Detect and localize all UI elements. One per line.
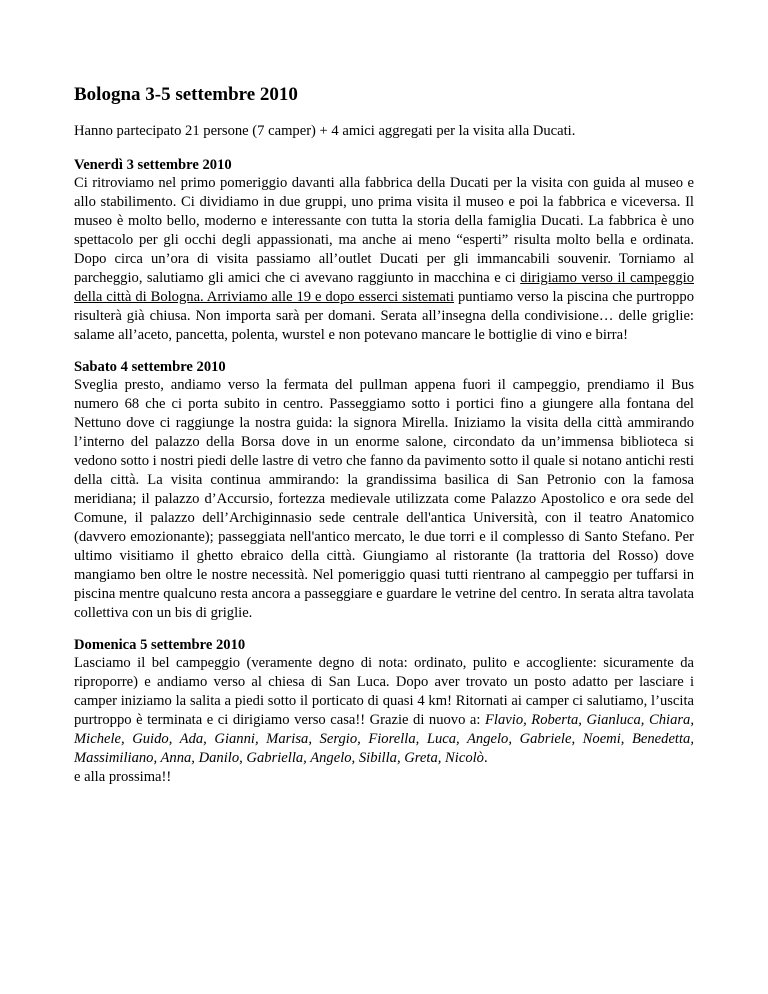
participant-names: Flavio, Roberta, Gianluca, Chiara, Michele, Guido, Ada, Gianni, Marisa, Sergio, Fiorella, Luca, Angelo, Gabriele, Noemi, Benedetta, Massimiliano, Anna, Danilo, Gabriella, Angelo, Sibilla, Greta, Nicolò <box>74 712 694 766</box>
document-title: Bologna 3-5 settembre 2010 <box>74 84 298 105</box>
section-heading-saturday: Sabato 4 settembre 2010 <box>74 359 226 375</box>
section-heading-sunday: Domenica 5 settembre 2010 <box>74 637 246 653</box>
section-body-sunday <box>74 654 694 787</box>
section-body-friday <box>74 174 694 345</box>
sunday-text: Lasciamo il bel campeggio (veramente degno di nota: ordinato, pulito e accogliente: sicuramente da riproporre) e andiamo verso al chiesa di San Luca. Dopo aver trovato un posto adatto per lasciare i camper iniziamo la salita a piedi sotto il porticato di quasi 4 km! Ritornati ai camper ci salutiamo, l’uscita purtroppo è terminata e ci dirigiamo verso casa!! Grazie di nuovo a: <box>74 655 694 728</box>
closing-line: e alla prossima!! <box>74 769 172 785</box>
names-end: . <box>483 750 488 766</box>
section-body-saturday: Sveglia presto, andiamo verso la fermata del pullman appena fuori il campeggio, prendiamo il Bus numero 68 che ci porta subito in centro. Passeggiamo sotto i portici fino a giungere alla fontana del Nettuno dove ci raggiunge la nostra guida: la signora Mirella. Iniziamo la visita della città ammirando l’interno del palazzo della Borsa dove in un enorme salone, circondato da un’immensa biblioteca si vedono sotto i nostri piedi delle lastre di vetro che fanno da pavimento sotto il quale si notano antichi resti della città. La visita continua ammirando: la grandissima basilica di San Petronio con la famosa meridiana; il palazzo d’Accursio, fortezza medievale utilizzata come Palazzo Apostolico e ora sede del Comune, il palazzo dell’Archiginnasio sede centrale dell'antica Università, con il teatro Anatomico (davvero emozionante); passeggiata nell'antico mercato, le due torri e il complesso di Santo Stefano. Per ultimo visitiamo il ghetto ebraico della città. Giungiamo al ristorante (la trattoria del Rosso) dove mangiamo ben oltre le nostre necessità. Nel pomeriggio quasi tutti rientrano al campeggio per tuffarsi in piscina mentre qualcuno resta ancora a passeggiare e guardare le vetrine del centro. In serata altra tavolata collettiva con un bis di griglie. <box>74 377 694 621</box>
section-sunday <box>74 636 694 787</box>
section-heading-friday: Venerdì 3 settembre 2010 <box>74 157 232 173</box>
friday-text-start: Ci ritroviamo nel primo pomeriggio davanti alla fabbrica della Ducati per la visita con guida al museo e allo stabilimento. Ci dividiamo in due gruppi, uno prima visita il museo e poi la fabbrica e viceversa. Il museo è molto bello, moderno e interessante con tutta la storia della famiglia Ducati. La fabbrica è uno spettacolo per gli occhi degli appassionati, ma anche ai meno “esperti” risulta molto bella e ordinata. Dopo circa un’ora di visita passiamo all’outlet Ducati per gli immancabili souvenir. Torniamo al parcheggio, salutiamo gli amici che ci avevano raggiunto in macchina e ci <box>74 175 694 286</box>
friday-underlined-text: dirigiamo verso il campeggio della città di Bologna. Arriviamo alle 19 e dopo esserci sistemati <box>74 270 694 305</box>
section-saturday <box>74 358 694 623</box>
intro-paragraph: Hanno partecipato 21 persone (7 camper) + 4 amici aggregati per la visita alla Ducati. <box>74 123 576 139</box>
section-friday <box>74 156 694 345</box>
friday-text-end: puntiamo verso la piscina che purtroppo risulterà già chiusa. Non importa sarà per domani. Serata all’insegna della condivisione… delle griglie: salame all’aceto, pancetta, polenta, wurstel e non potevano mancare le bottiglie di vino e birra! <box>74 289 694 343</box>
document-page <box>74 84 694 800</box>
